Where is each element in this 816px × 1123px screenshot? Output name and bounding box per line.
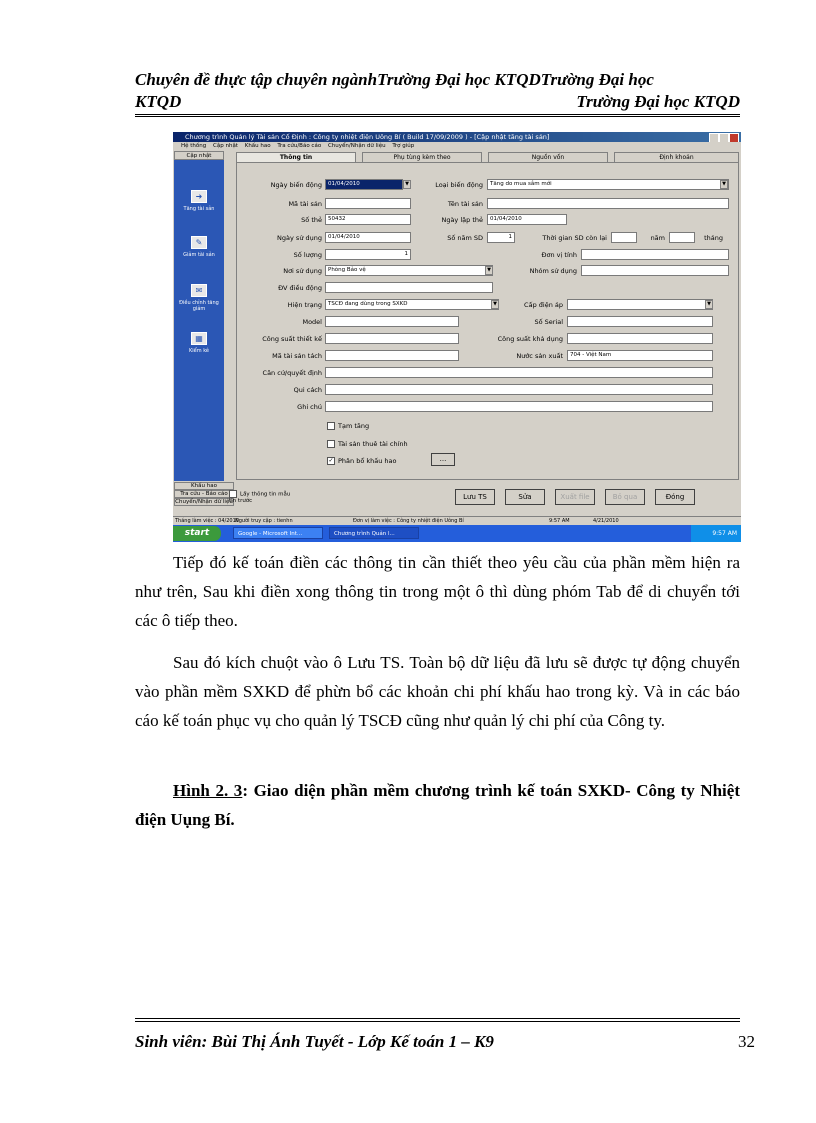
thoi-gian-thang-input[interactable]: [669, 232, 695, 243]
xuat-file-button[interactable]: Xuất file: [555, 489, 595, 505]
label: Ngày biến động: [270, 181, 322, 189]
dv-dieu-dong-input[interactable]: [325, 282, 493, 293]
app-screenshot: [173, 132, 741, 542]
checkbox-icon: [327, 440, 335, 448]
menu-item[interactable]: Trợ giúp: [392, 143, 415, 149]
so-the-input[interactable]: 50432: [325, 214, 411, 225]
noi-su-dung-select[interactable]: Phòng Bảo vệ: [325, 265, 493, 276]
add-asset-icon: ➜: [191, 190, 207, 203]
page-number: 32: [738, 1032, 755, 1051]
label: Ghi chú: [297, 403, 322, 411]
sidebar-label: Kiểm kê: [189, 348, 209, 354]
taskbar-item[interactable]: Chương trình Quản l...: [329, 527, 419, 539]
nhom-su-dung-input[interactable]: [581, 265, 729, 276]
ngay-su-dung-input[interactable]: 01/04/2010: [325, 232, 411, 243]
tab-phu-tung[interactable]: Phụ tùng kèm theo: [362, 152, 482, 162]
label: Thời gian SD còn lại: [542, 234, 607, 242]
checkbox-icon: [229, 490, 237, 498]
start-button[interactable]: start: [173, 526, 221, 541]
ngay-bien-dong-input[interactable]: 01/04/2010: [325, 179, 403, 190]
label: Số thẻ: [301, 216, 322, 224]
sidebar-bottom-khau-hao[interactable]: Khấu hao: [174, 482, 234, 490]
ghi-chu-input[interactable]: [325, 401, 713, 412]
sidebar-item-giam[interactable]: [174, 236, 224, 258]
sidebar-bottom-tra-cuu[interactable]: Tra cứu - Báo cáo: [174, 490, 234, 498]
status-user: Người truy cập : tienhn: [235, 518, 293, 524]
more-button[interactable]: ...: [431, 453, 455, 466]
tab-thong-tin[interactable]: Thông tin: [236, 152, 356, 162]
sidebar-label: Điều chỉnh tăng giảm: [179, 300, 219, 312]
label: Số Serial: [534, 318, 563, 326]
maximize-icon[interactable]: [719, 133, 729, 142]
chevron-down-icon[interactable]: ▼: [491, 300, 499, 309]
phan-bo-checkbox[interactable]: [327, 457, 397, 465]
tab-strip: [236, 152, 739, 162]
checkbox-icon: [327, 422, 335, 430]
label: Số năm SD: [447, 234, 483, 242]
form-panel: [236, 162, 739, 480]
tab-nguon-von[interactable]: Nguồn vốn: [488, 152, 608, 162]
menu-item[interactable]: Khấu hao: [244, 143, 271, 149]
paragraph-2: Sau đó kích chuột vào ô Lưu TS. Toàn bộ dữ liệu đã lưu sẽ được tự động chuyển vào phần mềm SXKD để phừn bổ các khoản chi phí khấu hao trong kỳ. Và in các báo cáo kế toán phục vụ cho quản lý TSCĐ cũng như quản lý chi phí của Công ty.: [135, 653, 740, 730]
adjust-icon: ✉: [191, 284, 207, 297]
label: Mã tài sản tách: [272, 352, 322, 360]
sidebar-item-dieu-chinh[interactable]: [174, 284, 224, 312]
paragraph-1: Tiếp đó kế toán điền các thông tin cần thiết theo yêu cầu của phần mềm hiện ra như trên, Sau khi điền xong thông tin trong một ô thì dùng phóm Tab để di chuyển tới các ô tiếp theo.: [135, 553, 740, 630]
label: Công suất khả dụng: [497, 335, 563, 343]
header-rule-2: [135, 116, 740, 117]
chevron-down-icon[interactable]: ▼: [705, 300, 713, 309]
can-cu-input[interactable]: [325, 367, 713, 378]
cap-dien-ap-select[interactable]: [567, 299, 713, 310]
chevron-down-icon[interactable]: ▼: [485, 266, 493, 275]
label: Căn cứ/quyết định: [262, 369, 322, 377]
checkbox-label: Tạm tăng: [338, 422, 370, 430]
status-unit: Đơn vị làm việc : Công ty nhiệt điện Uông Bí: [353, 518, 464, 524]
so-serial-input[interactable]: [567, 316, 713, 327]
label: năm: [650, 234, 665, 242]
label: Cấp điện áp: [524, 301, 563, 309]
status-time: 9:57 AM: [549, 518, 570, 524]
sidebar-label: Giảm tài sản: [183, 252, 215, 258]
menu-item[interactable]: Chuyển/Nhận dữ liệu: [327, 143, 386, 149]
reduce-asset-icon: ✎: [191, 236, 207, 249]
label: tháng: [704, 234, 723, 242]
figure-label: Hình 2. 3: [173, 781, 243, 800]
label: Nước sản xuất: [516, 352, 563, 360]
footer-rule-2: [135, 1021, 740, 1022]
label: Ngày lập thẻ: [441, 216, 483, 224]
tab-dinh-khoan[interactable]: Định khoản: [614, 152, 739, 162]
taskbar-item[interactable]: Google - Microsoft Int...: [233, 527, 323, 539]
header-right: Trường Đại học KTQD: [576, 92, 740, 111]
label: Công suất thiết kế: [262, 335, 322, 343]
label: Đơn vị tính: [541, 251, 577, 259]
thoi-gian-nam-input[interactable]: [611, 232, 637, 243]
taskbar: [173, 525, 741, 542]
label: Loại biến động: [435, 181, 483, 189]
tai-san-thue-checkbox[interactable]: [327, 440, 408, 448]
header-left: KTQD: [135, 92, 182, 111]
close-icon[interactable]: [729, 133, 739, 142]
checkbox-label: Tài sản thuê tài chính: [338, 440, 408, 448]
label: Mã tài sản: [288, 200, 322, 208]
sidebar-label: Tăng tài sản: [183, 206, 215, 212]
figure-caption: [135, 776, 740, 834]
checkbox-label: Phân bổ khấu hao: [338, 457, 397, 465]
chevron-down-icon[interactable]: ▼: [720, 180, 728, 189]
system-tray-clock: 9:57 AM: [691, 525, 741, 542]
nuoc-san-xuat-input[interactable]: 704 - Việt Nam: [567, 350, 713, 361]
tam-tang-checkbox[interactable]: [327, 422, 369, 430]
lay-thong-tin-checkbox[interactable]: [229, 490, 299, 504]
sidebar-header[interactable]: Cập nhật: [174, 151, 224, 160]
ten-tai-san-input[interactable]: [487, 198, 729, 209]
ma-tai-san-input[interactable]: [325, 198, 411, 209]
inventory-icon: ▦: [191, 332, 207, 345]
window-title: Chương trình Quản lý Tài sản Cố Định : Công ty nhiệt điện Uông Bí ( Build 17/09/2009 ) - [Cập nhật tăng tài sản]: [185, 133, 550, 141]
sidebar-item-tang[interactable]: [174, 190, 224, 212]
minimize-icon[interactable]: [709, 133, 719, 142]
model-input[interactable]: [325, 316, 459, 327]
label: Model: [302, 318, 322, 326]
hien-trang-select[interactable]: TSCĐ đang dùng trong SXKD: [325, 299, 499, 310]
label: Qui cách: [293, 386, 322, 394]
menu-bar: [173, 142, 741, 150]
checkbox-label: Lấy thông tin mẫu tin trước: [229, 491, 291, 504]
footer-student: Sinh viên: Bùi Thị Ánh Tuyết - Lớp Kế toán 1 – K9: [135, 1032, 494, 1051]
so-luong-input[interactable]: 1: [325, 249, 411, 260]
loai-bien-dong-select[interactable]: Tăng do mua sắm mới: [487, 179, 729, 190]
menu-item[interactable]: Hệ thống: [181, 143, 207, 149]
status-month: Tháng làm việc : 04/2010: [175, 518, 239, 524]
dong-button[interactable]: Đóng: [655, 489, 695, 505]
checkmark-icon: ✓: [328, 457, 334, 464]
label: Hiện trạng: [287, 301, 322, 309]
luu-ts-button[interactable]: Lưu TS: [455, 489, 495, 505]
menu-item[interactable]: Cập nhật: [213, 143, 238, 149]
bo-qua-button[interactable]: Bỏ qua: [605, 489, 645, 505]
status-date: 4/21/2010: [593, 518, 619, 524]
label: ĐV điều động: [278, 284, 322, 292]
sidebar-bottom-chuyen-nhan[interactable]: Chuyển/Nhận dữ liệu: [175, 499, 233, 505]
label: Ngày sử dụng: [277, 234, 322, 242]
running-header-line1: Chuyên đề thực tập chuyên ngànhTrường Đại học KTQDTrường Đại học: [135, 70, 654, 89]
sua-button[interactable]: Sửa: [505, 489, 545, 505]
sidebar-item-kiem-ke[interactable]: [174, 332, 224, 354]
label: Số lượng: [293, 251, 322, 259]
label: Nhóm sử dụng: [529, 267, 577, 275]
qui-cach-input[interactable]: [325, 384, 713, 395]
ngay-lap-the-input[interactable]: 01/04/2010: [487, 214, 567, 225]
so-nam-sd-input[interactable]: 1: [487, 232, 515, 243]
header-rule: [135, 114, 740, 115]
window-titlebar: [173, 132, 741, 142]
label: Tên tài sản: [447, 200, 483, 208]
footer-rule: [135, 1018, 740, 1019]
ma-tai-san-tach-input[interactable]: [325, 350, 459, 361]
cong-suat-kha-dung-input[interactable]: [567, 333, 713, 344]
cong-suat-thiet-ke-input[interactable]: [325, 333, 459, 344]
menu-item[interactable]: Tra cứu/Báo cáo: [277, 143, 322, 149]
chevron-down-icon[interactable]: ▼: [403, 180, 411, 189]
don-vi-tinh-input[interactable]: [581, 249, 729, 260]
figure-caption-text: : Giao diện phần mềm chương trình kế toán SXKD- Công ty Nhiệt điện Uụng Bí.: [135, 781, 740, 829]
label: Nơi sử dụng: [283, 267, 322, 275]
